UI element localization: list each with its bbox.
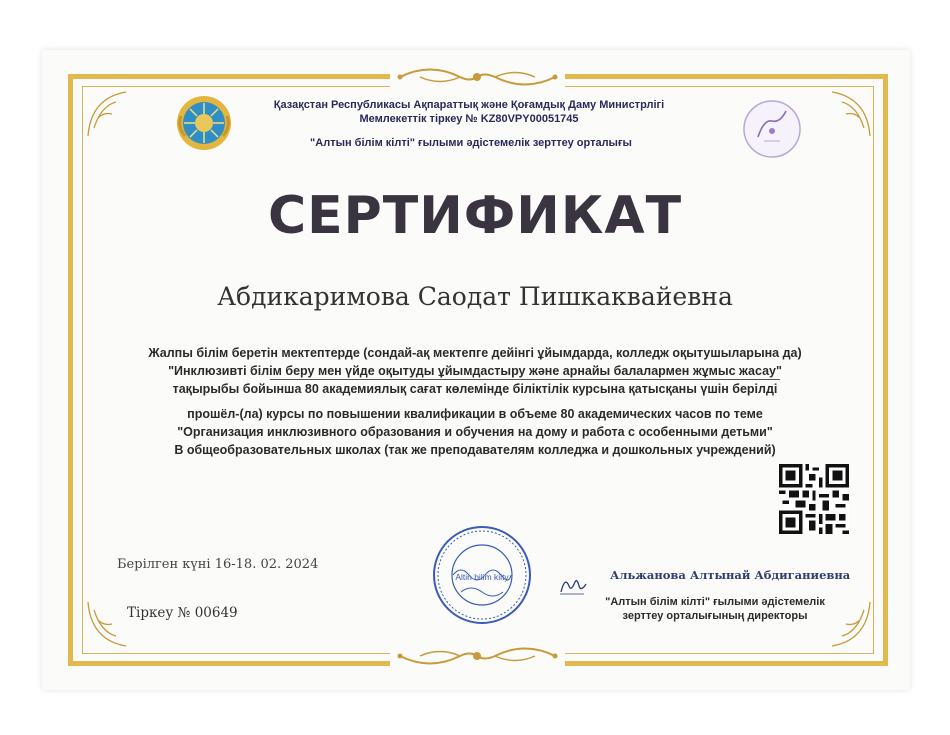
research-center-name: "Алтын білім кілті" ғылыми әдістемелік зерттеу орталығы	[310, 137, 632, 149]
ru-description-line: прошёл-(ла) курсы по повышении квалификации в объеме 80 академических часов по теме	[187, 407, 763, 421]
issued-date	[117, 557, 318, 572]
state-registration: Мемлекеттік тіркеу № KZ80VPY00051745	[359, 113, 579, 125]
registration-number	[127, 605, 238, 621]
director-name: Альжанова Алтынай Абдиганиевна	[610, 568, 851, 582]
ministry-title: Қазақстан Республикасы Ақпараттық және Қоғамдық Даму Министрлігі	[273, 99, 665, 111]
issued-date-value: 16-18. 02. 2024	[214, 557, 319, 572]
underline	[270, 379, 780, 380]
kz-description-line: Жалпы білім беретін мектептерде (сондай-ақ мектепге дейінгі ұйымдарда, колледж оқытушыларына да)	[148, 346, 802, 360]
seal-stamp-icon	[431, 524, 533, 626]
ru-description-line: В общеобразовательных школах (так же преподавателям колледжа и дошкольных учреждений)	[174, 443, 776, 457]
director-organization: "Алтын білім кілті" ғылыми әдістемелік	[605, 596, 825, 608]
ru-description-line: "Организация инклюзивного образования и обучения на дому и работа с особенными детьми"	[177, 425, 773, 439]
kz-description-line: тақырыбы бойынша 80 академиялық сағат көлемінде біліктілік курсына қатысқаны үшін берілді	[172, 382, 778, 396]
kz-description-line: "Инклюзивті білім беру мен үйде оқытуды ұйымдастыру және арнайы балалармен жұмыс жасау"	[168, 364, 782, 378]
top-ornament-icon	[390, 64, 565, 90]
director-position: зерттеу орталығының директоры	[622, 610, 808, 622]
registration-label: Тіркеу №	[127, 605, 191, 621]
certificate-title: СЕРТИФИКАТ	[267, 186, 683, 246]
seal-text: Altin bilim kilty	[455, 572, 509, 582]
bottom-ornament-icon	[390, 643, 565, 669]
registration-value: 00649	[194, 605, 238, 621]
recipient-name: Абдикаримова Саодат Пишкаквайевна	[217, 282, 733, 311]
signature-icon	[558, 572, 588, 600]
qr-code-icon[interactable]	[779, 464, 849, 534]
issued-label: Берілген күні	[117, 557, 211, 572]
